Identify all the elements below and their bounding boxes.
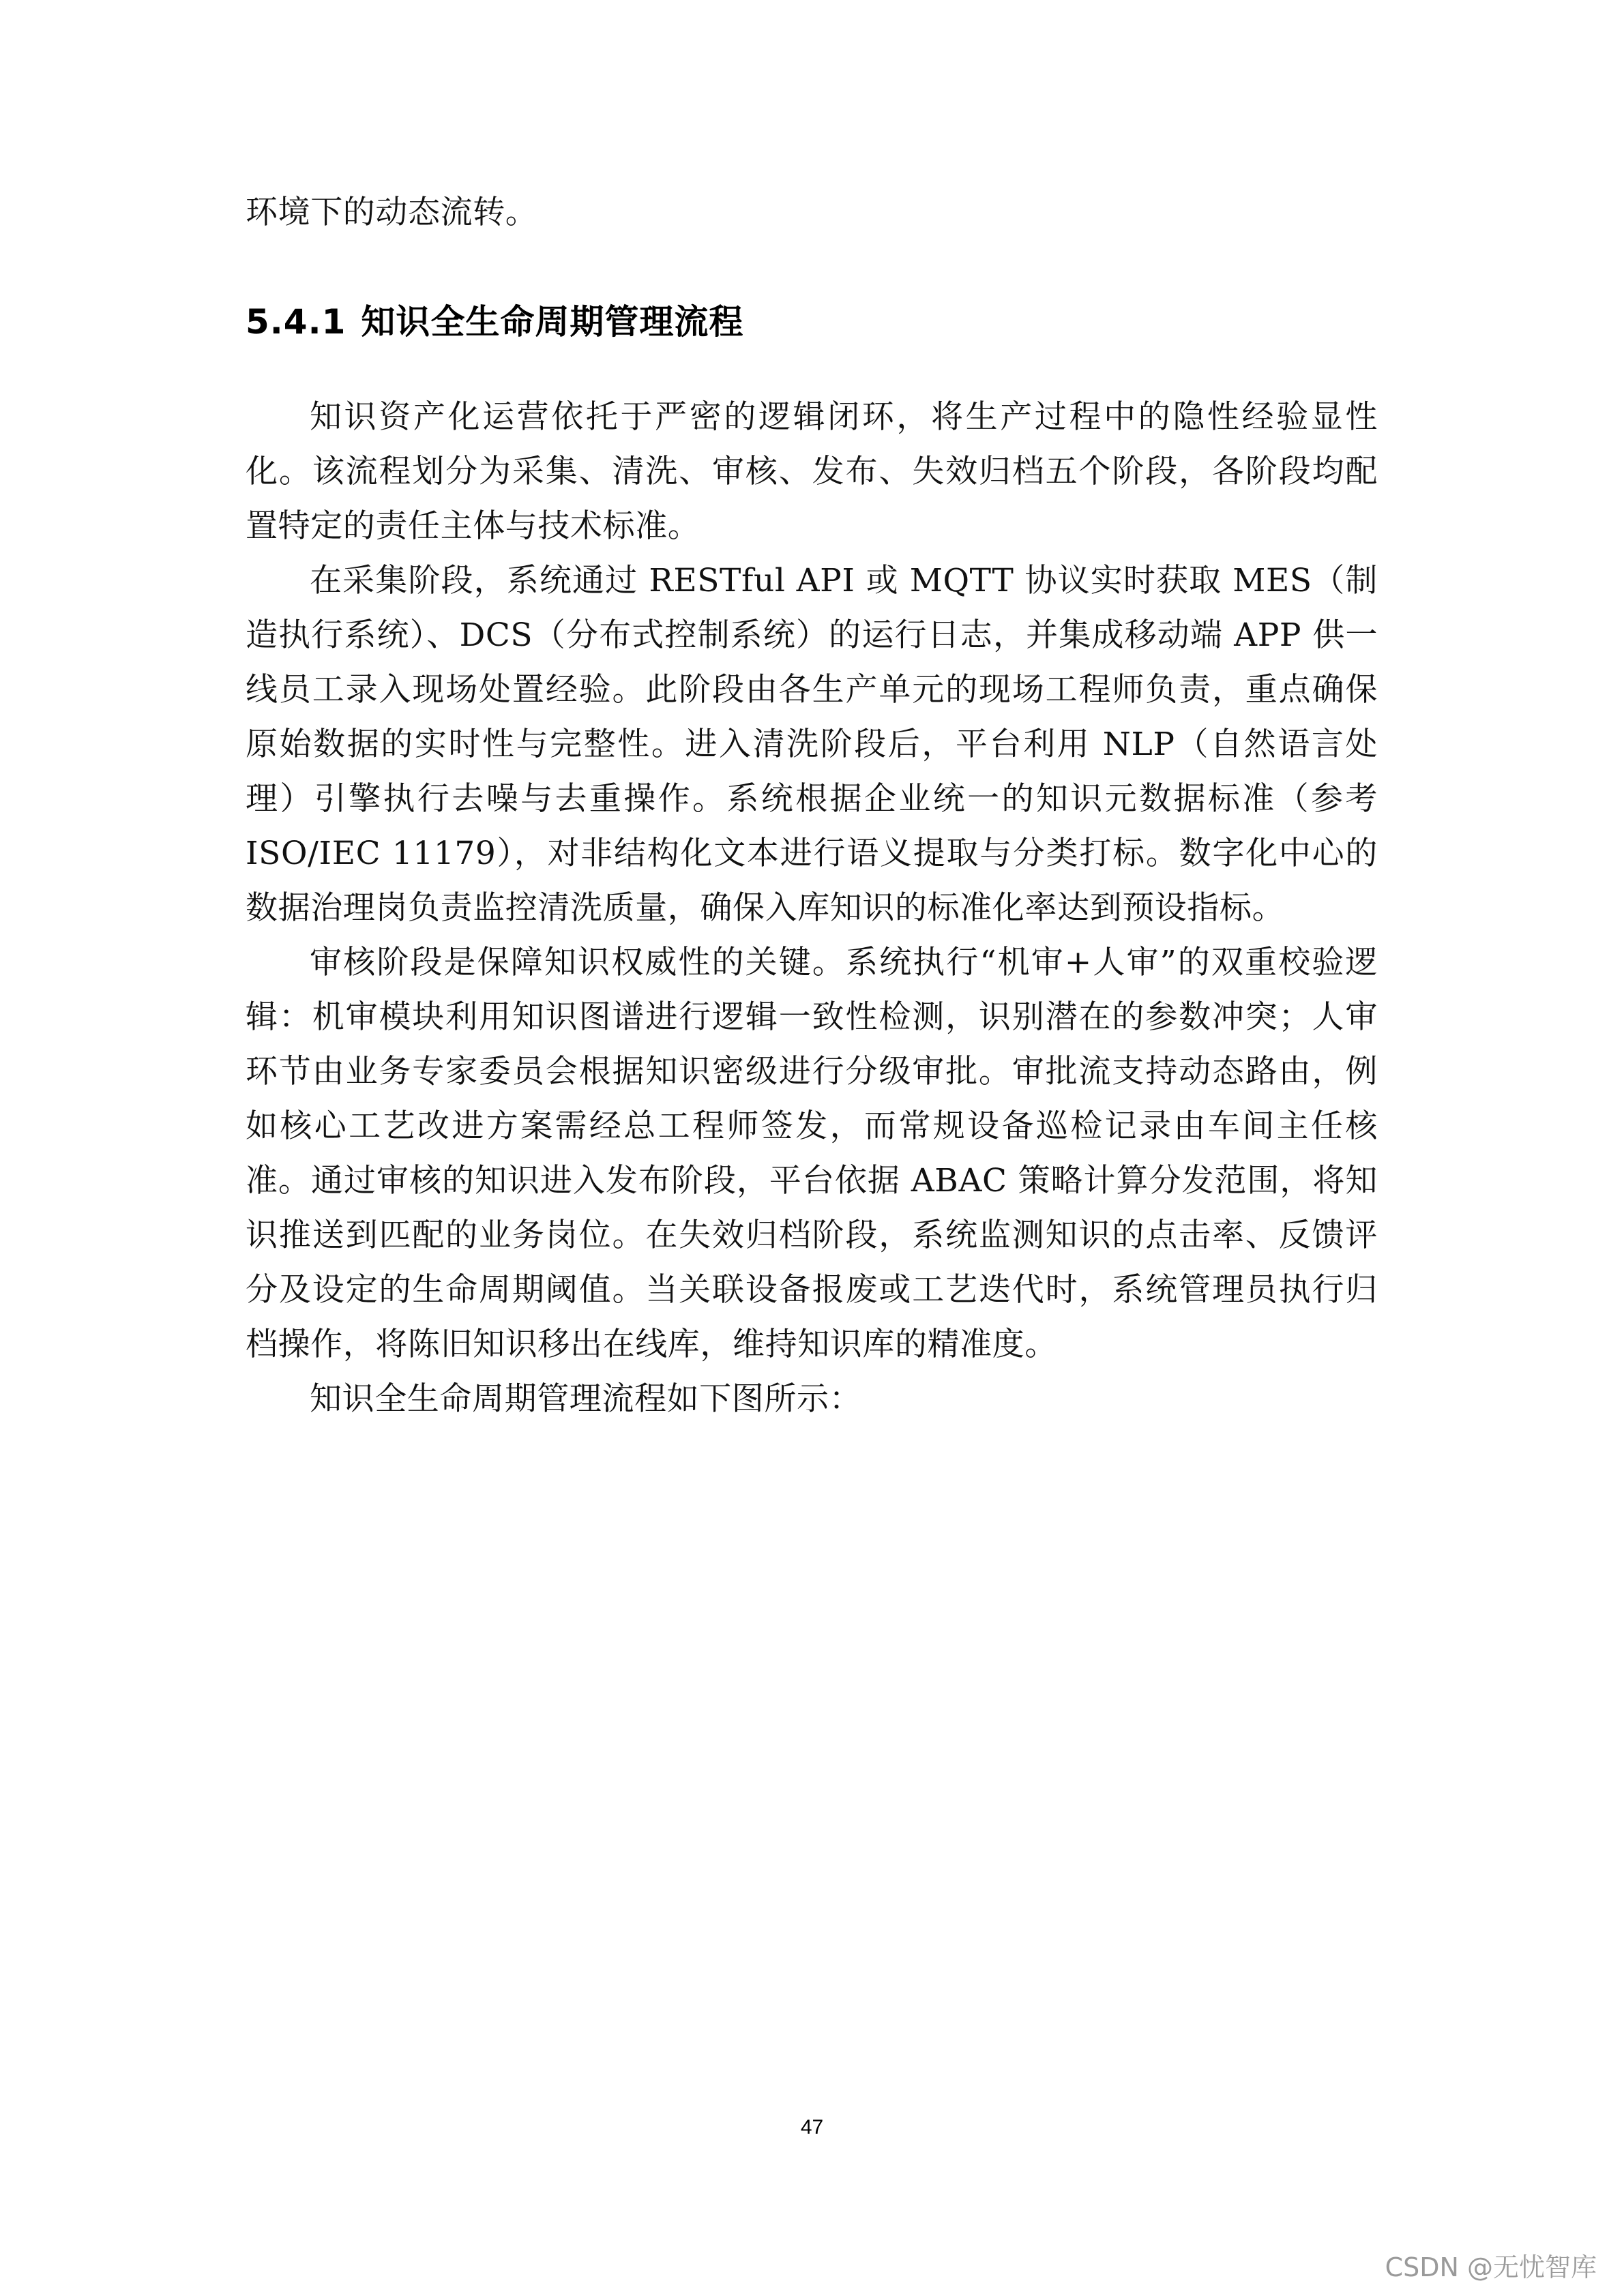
paragraph-review-publish-archive: 审核阶段是保障知识权威性的关键。系统执行“机审+人审”的双重校验逻辑：机审模块利用知识图谱进行逻辑一致性检测，识别潜在的参数冲突；人审环节由业务专家委员会根据知识密级进行分级审批。审批流支持动态路由，例如核心工艺改进方案需经总工程师签发，而常规设备巡检记录由车间主任核准。通过审核的知识进入发布阶段，平台依据 ABAC 策略计算分发范围，将知识推送到匹配的业务岗位。在失效归档阶段，系统监测知识的点击率、反馈评分及设定的生命周期阈值。当关联设备报废或工艺迭代时，系统管理员执行归档操作，将陈旧知识移出在线库，维持知识库的精准度。 bbox=[246, 944, 1378, 1363]
csdn-watermark: CSDN @无忧智库 bbox=[1385, 2252, 1597, 2282]
section-title: 知识全生命周期管理流程 bbox=[361, 302, 744, 342]
section-heading bbox=[246, 295, 743, 349]
paragraph-figure-intro: 知识全生命周期管理流程如下图所示： bbox=[310, 1380, 862, 1418]
paragraph-intro: 知识资产化运营依托于严密的逻辑闭环，将生产过程中的隐性经验显性化。该流程划分为采集、清洗、审核、发布、失效归档五个阶段，各阶段均配置特定的责任主体与技术标准。 bbox=[246, 398, 1378, 545]
continuation-text: 环境下的动态流转。 bbox=[246, 194, 538, 231]
page-number: 47 bbox=[800, 2116, 824, 2138]
paragraph-collection-cleaning: 在采集阶段，系统通过 RESTful API 或 MQTT 协议实时获取 MES（制造执行系统）、DCS（分布式控制系统）的运行日志，并集成移动端 APP 供一线员工录入现场处置经验。此阶段由各生产单元的现场工程师负责，重点确保原始数据的实时性与完整性。进入清洗阶段后，平台利用 NLP（自然语言处理）引擎执行去噪与去重操作。系统根据企业统一的知识元数据标准（参考 ISO/IEC 11179），对非结构化文本进行语义提取与分类打标。数字化中心的数据治理岗负责监控清洗质量，确保入库知识的标准化率达到预设指标。 bbox=[246, 562, 1378, 927]
section-number: 5.4.1 bbox=[246, 302, 346, 342]
